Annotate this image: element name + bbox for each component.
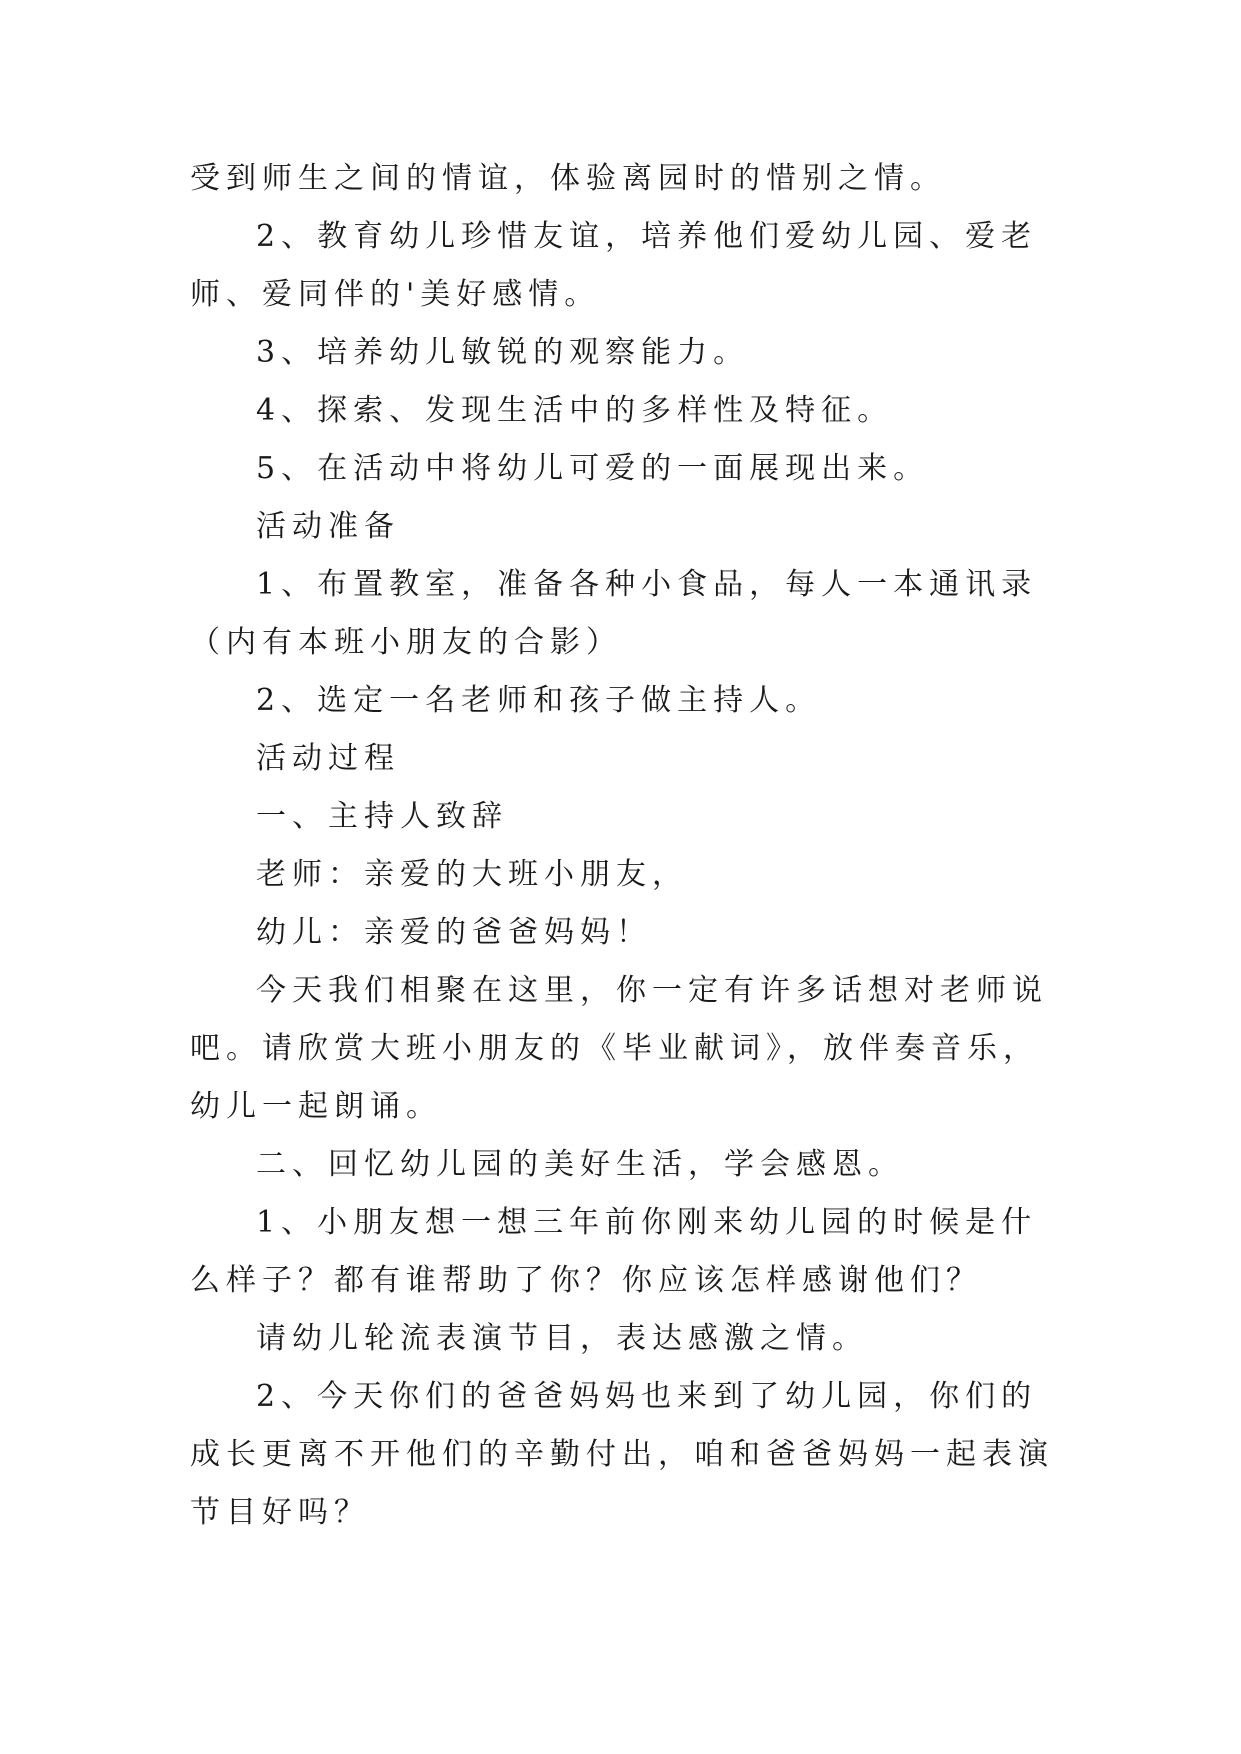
- paragraph: 老师：亲爱的大班小朋友，: [256, 857, 688, 892]
- sub-heading: 一、主持人致辞: [256, 799, 508, 834]
- paragraph: 受到师生之间的情谊，体验离园时的惜别之情。: [190, 161, 946, 196]
- sub-heading: 二、回忆幼儿园的美好生活，学会感恩。: [256, 1147, 904, 1182]
- paragraph: 请幼儿轮流表演节目，表达感激之情。: [256, 1321, 868, 1356]
- paragraph: 1、布置教室，准备各种小食品，每人一本通讯录（内有本班小朋友的合影）: [190, 567, 1038, 660]
- paragraph: 幼儿：亲爱的爸爸妈妈！: [256, 915, 652, 950]
- paragraph: 2、教育幼儿珍惜友谊，培养他们爱幼儿园、爱老师、爱同伴的'美好感情。: [190, 219, 1038, 312]
- paragraph: 3、培养幼儿敏锐的观察能力。: [256, 335, 750, 370]
- paragraph: 1、小朋友想一想三年前你刚来幼儿园的时候是什么样子？都有谁帮助了你？你应该怎样感谢他们？: [190, 1205, 1038, 1298]
- paragraph: 2、选定一名老师和孩子做主持人。: [256, 683, 822, 718]
- section-heading: 活动准备: [256, 509, 400, 544]
- paragraph: 5、在活动中将幼儿可爱的一面展现出来。: [256, 451, 930, 486]
- paragraph: 2、今天你们的爸爸妈妈也来到了幼儿园，你们的成长更离不开他们的辛勤付出，咱和爸爸妈妈一起表演节目好吗？: [190, 1379, 1054, 1530]
- paragraph: 4、探索、发现生活中的多样性及特征。: [256, 393, 894, 428]
- paragraph: 今天我们相聚在这里，你一定有许多话想对老师说吧。请欣赏大班小朋友的《毕业献词》，放伴奏音乐，幼儿一起朗诵。: [190, 973, 1048, 1124]
- section-heading: 活动过程: [256, 741, 400, 776]
- document-body: [190, 150, 1070, 1542]
